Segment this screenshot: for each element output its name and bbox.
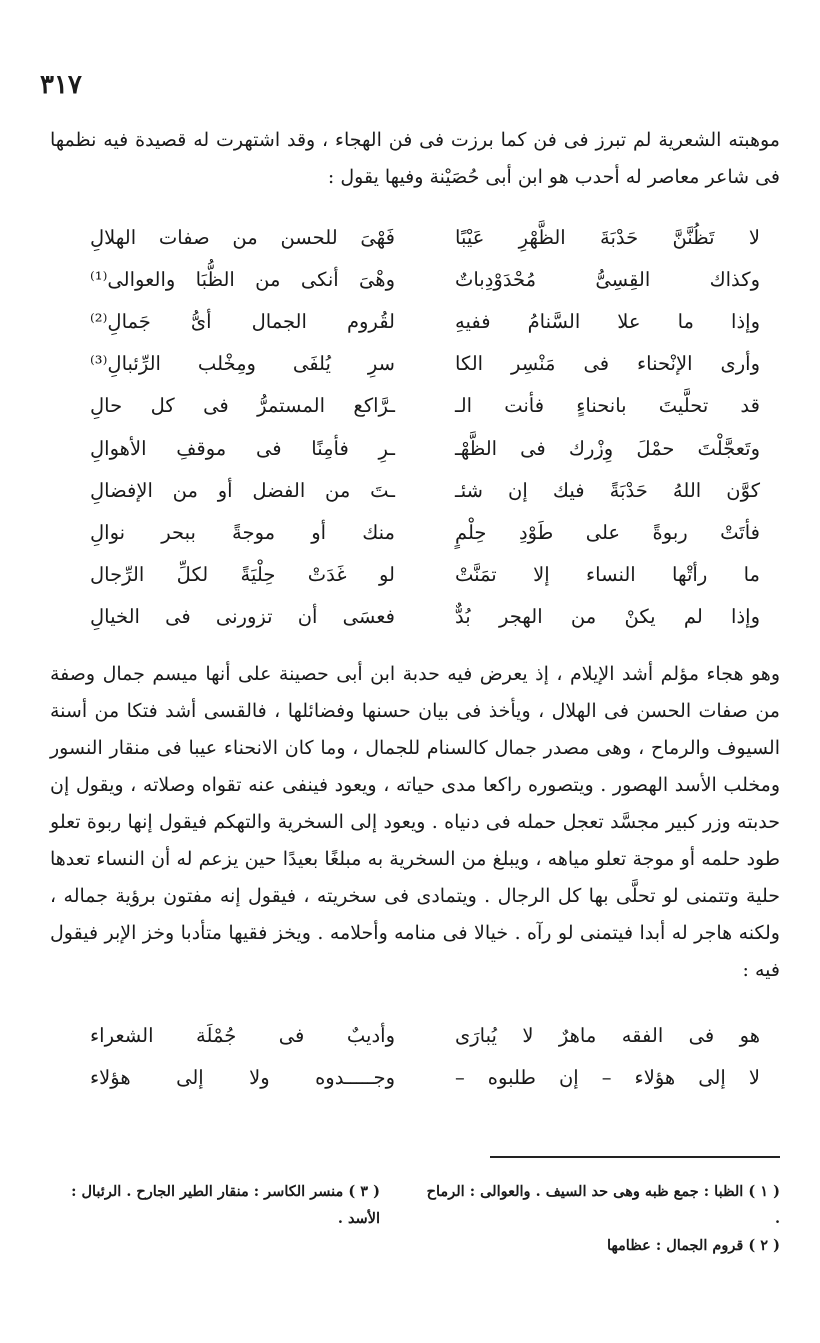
verse-second-hemistich: لو غَدَتْ حِلْيَةً لكلِّ الرِّجال: [90, 563, 395, 587]
footnote-1: ( ١ ) الظبا : جمع ظبه وهى حد السيف . والعوالى : الرماح .: [426, 1183, 780, 1227]
verse-first-hemistich: هو فى الفقه ماهرٌ لا يُبارَى: [455, 1023, 760, 1047]
footnote-column: [420, 1178, 780, 1259]
verse-line: [90, 216, 760, 258]
verse-second-hemistich: فعسَى أن تزورنى فى الخيالِ: [90, 605, 395, 629]
footnotes: [40, 1178, 780, 1259]
verse-line: [90, 300, 760, 342]
intro-paragraph: موهبته الشعرية لم تبرز فى فن كما برزت فى فن الهجاء ، وقد اشتهرت له قصيدة فيه نظمها فى شاعر معاصر له أحدب هو ابن أبى حُصَيْنة وفيها يقول :: [50, 129, 780, 188]
verse-first-hemistich: وأرى الإنْحناء فى مَنْسِر الكا: [455, 352, 760, 376]
verse-first-hemistich: وتَعجَّلْتَ حمْلَ وِزْرك فى الظَّهْـ: [455, 436, 760, 460]
verse-first-hemistich: وإذا ما علا السَّنامُ ففيهِ: [455, 309, 760, 333]
verse-line: [90, 427, 760, 469]
verse-second-hemistich: فَهْىَ للحسن من صفات الهلالِ: [90, 225, 395, 249]
verse-second-hemistich: ـرَّاكع المستمرُّ فى كل حالِ: [90, 394, 395, 418]
verse-line: [90, 343, 760, 385]
verse-first-hemistich: ما رأتْها النساء إلا تمَنَّتْ: [455, 563, 760, 587]
verse-second-hemistich: ـرِ فأمِنًا فى موقفِ الأهوالِ: [90, 436, 395, 460]
verse-line: [90, 1014, 760, 1056]
verse-first-hemistich: فأتَتْ ربوةً على طَوْدِ حِلْمٍ: [455, 520, 760, 544]
verse-second-hemistich: ـتَ من الفضل أو من الإفضالِ: [90, 478, 395, 502]
verse-second-hemistich: وأديبٌ فى جُمْلَة الشعراء: [90, 1023, 395, 1047]
verse-second-hemistich: سرِ يُلفَى ومِخْلب الرِّئبالِ⁽³⁾: [90, 352, 395, 376]
verse-line: [90, 511, 760, 553]
verse-first-hemistich: وإذا لم يكنْ من الهجر بُدٌّ: [455, 605, 760, 629]
verse-line: [90, 554, 760, 596]
verse-first-hemistich: لا إلى هؤلاء – إن طلبوه –: [455, 1065, 760, 1089]
verse-second-hemistich: منك أو موجةً ببحر نوالِ: [90, 520, 395, 544]
footnote-divider: [490, 1156, 780, 1158]
verse-second-hemistich: وهْىَ أنكى من الظُّبَا والعوالى⁽¹⁾: [90, 267, 395, 291]
verse-line: [90, 1056, 760, 1098]
verse-second-hemistich: لقُروم الجمال أىُّ جَمالِ⁽²⁾: [90, 309, 395, 333]
body-paragraph: وهو هجاء مؤلم أشد الإيلام ، إذ يعرض فيه حدبة ابن أبى حصينة على أنها ميسم جمال وصفة من صفات الحسن فى الهلال ، ويأخذ فى بيان حسنها وفضائلها ، فالقسى أشد فتكا من أسنة السيوف والرماح ، وهى مصدر جمال كالسنام للجمال ، وما كان الانحناء عيبا فى منقار النسور ومخلب الأسد الهصور . ويتصوره راكعا مدى حياته ، ويعود فينفى عنه تقواه وصلاته ، ويقول إن حدبته وزر كبير مجسَّد تعجل حمله فى دنياه . ويعود إلى السخرية والتهكم فيقول إنها ربوة تعلو طود حلمه أو موجة تعلو مياهه ، ويبلغ من السخرية به مبلغًا بعيدًا حين يزعم له أن النساء تعدها حلية وتتمنى لو تحلَّى بها كل الرجال . ويتمادى فى سخريته ، فيقول إنه مفتون برؤية جماله ، ولكنه هاجر له أبدا فيتمنى لو رآه . خيالا فى منامه وأحلامه . ويخز فقيها متأدبا وخز الإبر فيقول فيه :: [50, 663, 780, 981]
verse-first-hemistich: لا تَظُنَّنَّ حَدْبَةَ الظَّهْرِ عَيْبًا: [455, 225, 760, 249]
verse-line: [90, 385, 760, 427]
page-number: ٣١٧: [40, 70, 82, 100]
verse-line: [90, 469, 760, 511]
footnote-3: ( ٣ ) منسر الكاسر : منقار الطير الجارح . الرئبال : الأسد .: [71, 1183, 380, 1227]
poem-block: [90, 1014, 760, 1098]
verse-first-hemistich: قد تحلَّيتَ بانحناءٍ فأنت الـ: [455, 394, 760, 418]
verse-second-hemistich: وجـــــدوه ولا إلى هؤلاء: [90, 1065, 395, 1089]
verse-line: [90, 596, 760, 638]
verse-first-hemistich: كوَّن اللهُ حَدْبَةً فيك إن شئـ: [455, 478, 760, 502]
footnote-2: ( ٢ ) قروم الجمال : عظامها: [606, 1237, 780, 1254]
footnote-column: [40, 1178, 380, 1259]
verse-line: [90, 258, 760, 300]
poem-block: [90, 216, 760, 638]
verse-first-hemistich: وكذاك القِسِىُّ مُحْدَوْدِباتٌ: [455, 267, 760, 291]
